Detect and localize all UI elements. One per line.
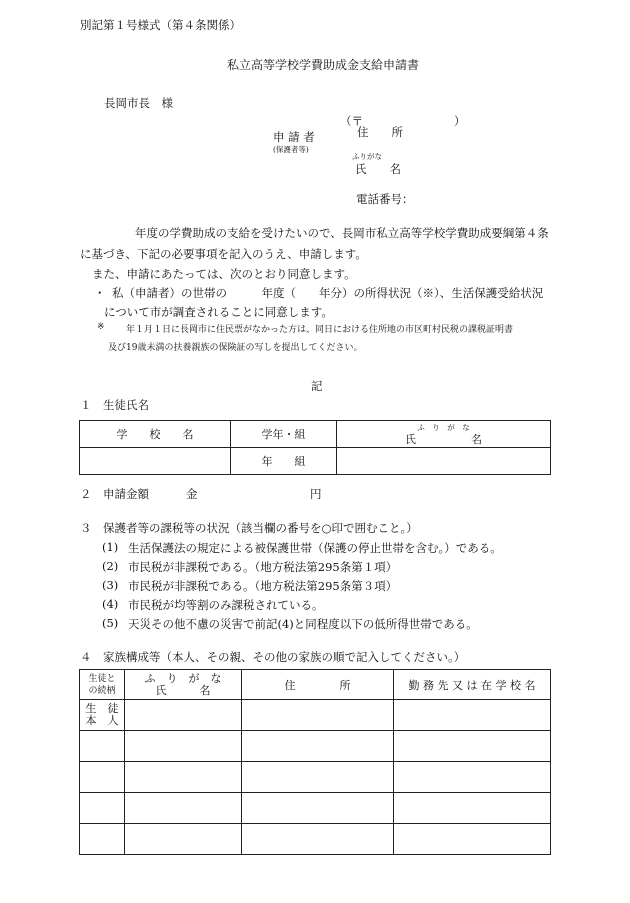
family-name-field[interactable] xyxy=(125,793,242,824)
grade-field[interactable]: 年 組 xyxy=(231,448,337,475)
col-address: 住 所 xyxy=(242,670,394,700)
relation-field[interactable] xyxy=(80,762,125,793)
consent-bullet: ・ xyxy=(94,286,106,300)
section-2-heading: ２ 申請金額 xyxy=(80,487,149,501)
note-line-2: 及び19歳未満の扶養親族の保険証の写しを提出してください。 xyxy=(108,343,363,353)
col-student-name xyxy=(337,421,551,448)
family-address-field[interactable] xyxy=(242,731,394,762)
relation-field[interactable] xyxy=(80,731,125,762)
student-name-header: 氏 名 xyxy=(405,433,482,446)
tax-item-3-num: (3) xyxy=(102,578,119,592)
family-table xyxy=(79,669,551,855)
address-label: 住 所 xyxy=(357,125,403,139)
family-address-field[interactable] xyxy=(242,700,394,731)
ki-heading: 記 xyxy=(311,379,323,393)
section-4-heading: ４ 家族構成等（本人、その親、その他の家族の順で記入してください。） xyxy=(80,650,466,664)
tax-item-2: 市民税が非課税である。（地方税法第295条第１項） xyxy=(128,560,398,574)
family-name-field[interactable] xyxy=(125,762,242,793)
family-work-field[interactable] xyxy=(394,793,551,824)
amount-kin: 金 xyxy=(186,487,198,501)
family-address-field[interactable] xyxy=(242,824,394,855)
note-line-1: 年１月１日に長岡市に住民票がなかった方は、同日における住所地の市区町村民税の課税証明書 xyxy=(126,325,514,335)
tax-item-1: 生活保護法の規定による被保護世帯（保護の停止世帯を含む。）である。 xyxy=(128,541,502,555)
student-table xyxy=(79,420,551,475)
tax-item-4-num: (4) xyxy=(102,597,119,611)
amount-yen: 円 xyxy=(310,487,322,501)
family-work-field[interactable] xyxy=(394,762,551,793)
family-name-field[interactable] xyxy=(125,731,242,762)
addressee: 長岡市長 様 xyxy=(104,96,173,110)
tax-item-2-num: (2) xyxy=(102,559,119,573)
section-1-heading: １ 生徒氏名 xyxy=(80,398,149,412)
section-3-heading: ３ 保護者等の課税等の状況（該当欄の番号を○印で囲むこと。） xyxy=(80,521,418,535)
student-furigana-header: ふ り が な xyxy=(417,423,470,432)
col-work-school: 勤 務 先 又 は 在 学 校 名 xyxy=(394,670,551,700)
consent-line-1: 私（申請者）の世帯の 年度（ 年分）の所得状況（※）、生活保護受給状況 xyxy=(112,286,544,300)
family-work-field[interactable] xyxy=(394,700,551,731)
phone-label: 電話番号： xyxy=(356,192,414,206)
col-grade: 学年・組 xyxy=(231,421,337,448)
paragraph-1-line-2: に基づき、下記の必要事項を記入のうえ、申請します。 xyxy=(80,247,367,261)
family-name-header: 氏 名 xyxy=(155,683,211,697)
name-label: 氏 名 xyxy=(355,162,401,176)
family-work-field[interactable] xyxy=(394,824,551,855)
row-1-relation: 生 徒 本 人 xyxy=(80,700,125,731)
col-school-name: 学 校 名 xyxy=(80,421,231,448)
tax-item-4: 市民税が均等割のみ課税されている。 xyxy=(128,598,324,612)
family-furigana-header: ふ り が な xyxy=(144,671,222,685)
col-family-name xyxy=(125,670,242,700)
form-number: 別記第１号様式（第４条関係） xyxy=(80,18,241,32)
family-work-field[interactable] xyxy=(394,731,551,762)
student-name-field[interactable] xyxy=(337,448,551,475)
postal-close: ） xyxy=(454,114,466,128)
name-furigana-label: ふりがな xyxy=(352,152,382,161)
col-relation: 生徒と の続柄 xyxy=(80,670,125,700)
consent-line-2: について市が調査されることに同意します。 xyxy=(104,305,333,319)
applicant-sublabel: (保護者等) xyxy=(273,145,309,154)
note-mark: ※ xyxy=(97,322,105,332)
family-address-field[interactable] xyxy=(242,762,394,793)
family-name-field[interactable] xyxy=(125,700,242,731)
paragraph-2: また、申請にあたっては、次のとおり同意します。 xyxy=(92,267,356,281)
family-address-field[interactable] xyxy=(242,793,394,824)
tax-item-5: 天災その他不慮の災害で前記(4)と同程度以下の低所得世帯である。 xyxy=(128,617,478,631)
relation-field[interactable] xyxy=(80,793,125,824)
document-title: 私立高等学校学費助成金支給申請書 xyxy=(227,58,420,72)
postal-open: （〒 xyxy=(340,114,363,128)
tax-item-1-num: (1) xyxy=(102,540,119,554)
tax-item-3: 市民税が非課税である。（地方税法第295条第３項） xyxy=(128,579,398,593)
applicant-label: 申 請 者 xyxy=(273,130,315,144)
paragraph-1-line-1: 年度の学費助成の支給を受けたいので、長岡市私立高等学校学費助成要綱第４条 xyxy=(135,226,549,240)
school-name-field[interactable] xyxy=(80,448,231,475)
tax-item-5-num: (5) xyxy=(102,616,119,630)
relation-field[interactable] xyxy=(80,824,125,855)
family-name-field[interactable] xyxy=(125,824,242,855)
